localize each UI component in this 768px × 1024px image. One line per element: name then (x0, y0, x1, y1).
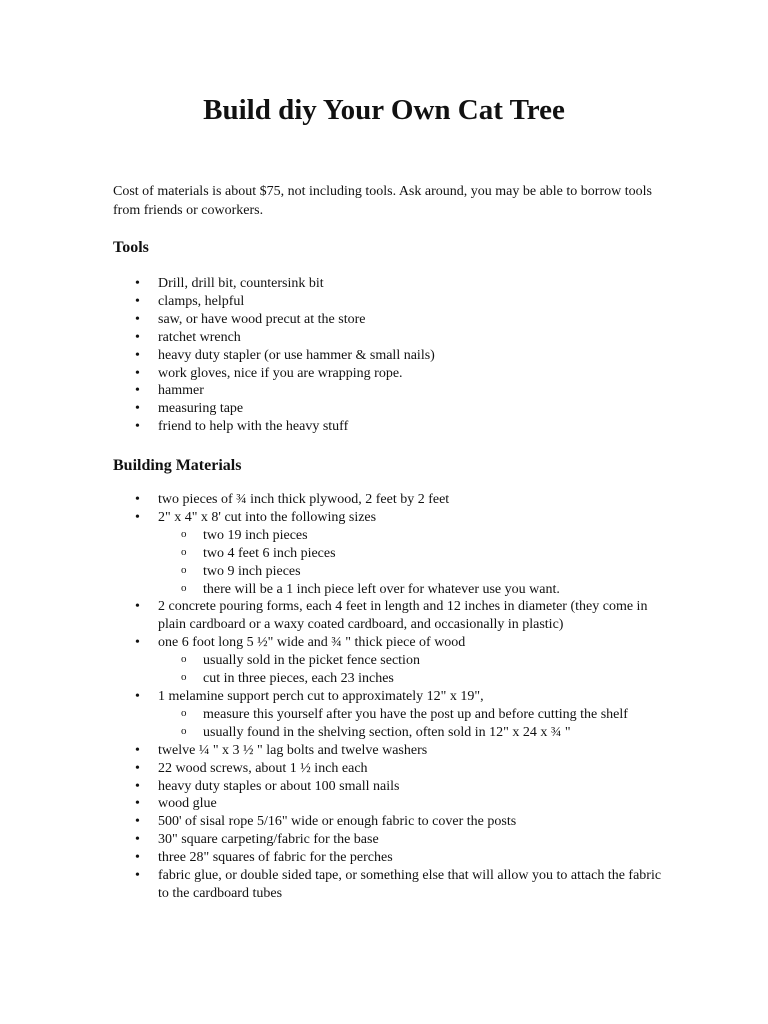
list-item-text: two pieces of ¾ inch thick plywood, 2 feet by 2 feet (158, 492, 450, 507)
list-item (113, 491, 673, 509)
list-item: • Drill, drill bit, countersink bit (113, 275, 673, 293)
sub-list (158, 706, 673, 742)
sub-list-item: o two 19 inch pieces (158, 527, 673, 545)
list-item-text: 2 concrete pouring forms, each 4 feet in length and 12 inches in diameter (they come in plain cardboard or a waxy coated cardboard, and occasionally in plastic) (158, 599, 648, 633)
tools-list (113, 275, 673, 436)
sub-list (158, 527, 673, 599)
list-item (113, 509, 673, 599)
list-item: • work gloves, nice if you are wrapping rope. (113, 365, 673, 383)
list-item (113, 795, 673, 813)
list-item: • ratchet wrench (113, 329, 673, 347)
list-item-text: 500' of sisal rope 5/16" wide or enough fabric to cover the posts (158, 814, 517, 830)
intro-paragraph: Cost of materials is about $75, not including tools. Ask around, you may be able to borrow tools from friends or coworkers. (113, 184, 652, 218)
list-item (113, 688, 673, 742)
list-item-text: 1 melamine support perch cut to approximately 12" x 19", (158, 688, 484, 704)
list-item (113, 831, 673, 849)
list-item-text: 2" x 4" x 8' cut into the following sizes (158, 509, 377, 525)
list-item-text: one 6 foot long 5 ½" wide and ¾ " thick piece of wood (158, 635, 466, 651)
list-item (113, 849, 673, 867)
list-item: • friend to help with the heavy stuff (113, 418, 673, 436)
sub-list-item: o there will be a 1 inch piece left over for whatever use you want. (158, 581, 673, 599)
sub-list-item: o usually found in the shelving section, often sold in 12" x 24 x ¾ " (158, 724, 673, 742)
list-item-text: 30" square carpeting/fabric for the base (158, 832, 379, 848)
list-item: • heavy duty stapler (or use hammer & small nails) (113, 347, 673, 365)
materials-heading: Building Materials (113, 457, 242, 474)
page-title: Build diy Your Own Cat Tree (203, 94, 565, 126)
list-item (113, 634, 673, 688)
sub-list (158, 652, 673, 688)
list-item (113, 742, 673, 760)
materials-list (113, 491, 673, 903)
list-item (113, 778, 673, 796)
list-item (113, 867, 673, 903)
list-item-text: heavy duty staples or about 100 small nails (158, 778, 400, 794)
list-item-text: twelve ¼ " x 3 ½ " lag bolts and twelve washers (158, 742, 428, 758)
list-item: • clamps, helpful (113, 293, 673, 311)
sub-list-item: o usually sold in the picket fence section (158, 652, 673, 670)
list-item: • measuring tape (113, 400, 673, 418)
list-item (113, 598, 673, 634)
sub-list-item: o two 4 feet 6 inch pieces (158, 545, 673, 563)
list-item-text: wood glue (158, 796, 217, 812)
list-item: • hammer (113, 382, 673, 400)
sub-list-item: o cut in three pieces, each 23 inches (158, 670, 673, 688)
sub-list-item: o measure this yourself after you have the post up and before cutting the shelf (158, 706, 673, 724)
list-item-text: three 28" squares of fabric for the perches (158, 850, 393, 866)
list-item: • saw, or have wood precut at the store (113, 311, 673, 329)
list-item-text: 22 wood screws, about 1 ½ inch each (158, 760, 368, 776)
tools-heading: Tools (113, 239, 149, 256)
list-item-text: fabric glue, or double sided tape, or something else that will allow you to attach the fabric to the cardboard tubes (158, 868, 662, 901)
list-item (113, 760, 673, 778)
sub-list-item: o two 9 inch pieces (158, 563, 673, 581)
list-item (113, 813, 673, 831)
